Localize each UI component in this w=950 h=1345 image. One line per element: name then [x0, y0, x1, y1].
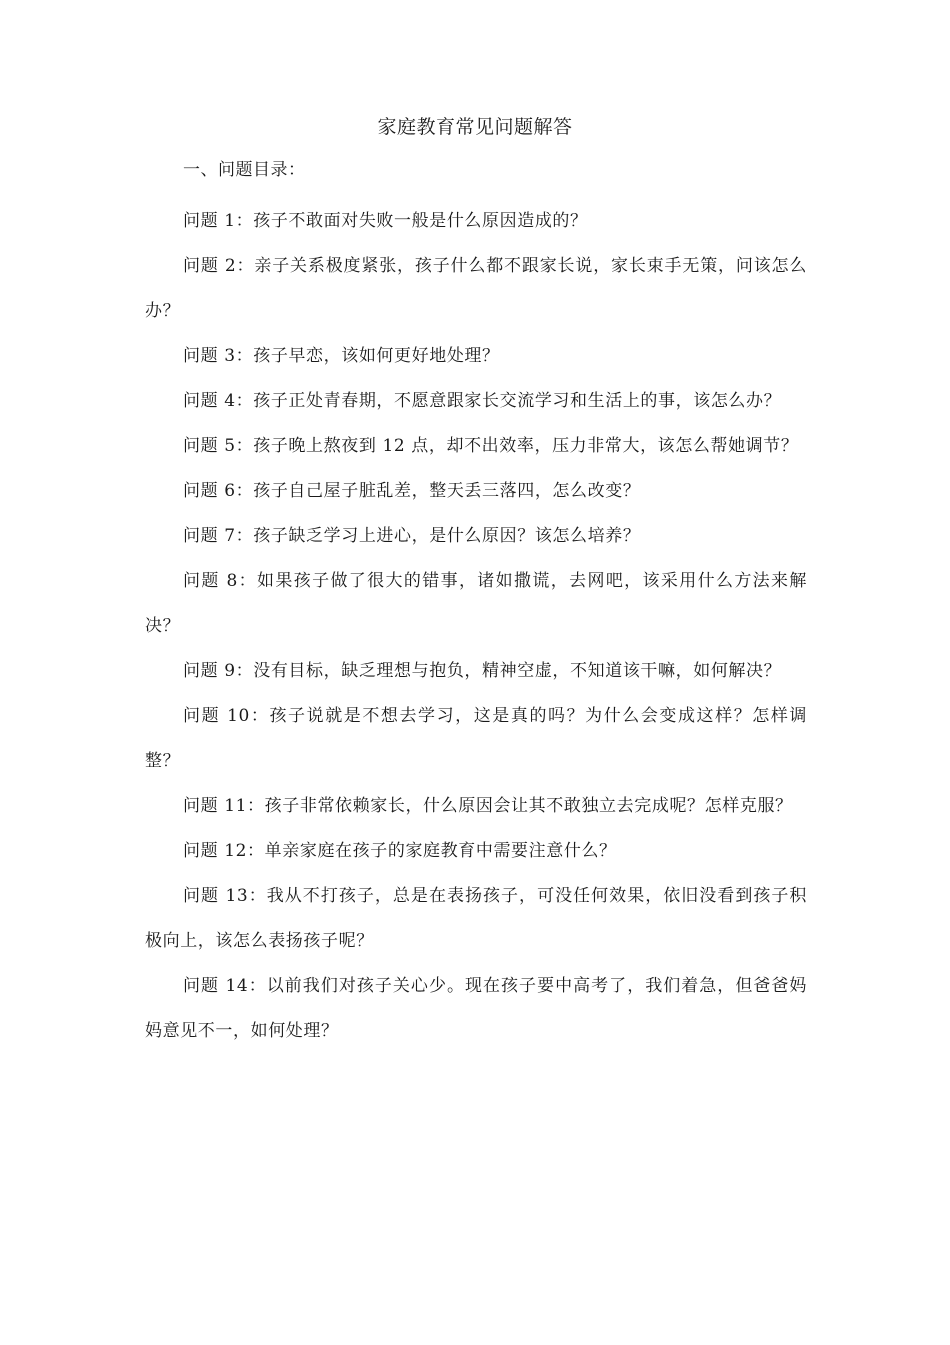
question-item [145, 244, 807, 334]
question-item [145, 379, 807, 424]
question-item [145, 874, 807, 964]
question-text: 没有目标，缺乏理想与抱负，精神空虚，不知道该干嘛，如何解决？ [253, 661, 782, 681]
question-label: 问题 7： [183, 526, 254, 546]
question-item [145, 694, 807, 784]
question-text: 孩子自己屋子脏乱差，整天丢三落四，怎么改变？ [253, 481, 641, 501]
question-label: 问题 11： [183, 796, 265, 816]
question-label: 问题 8： [183, 571, 258, 591]
question-text: 孩子晚上熬夜到 12 点，却不出效率，压力非常大，该怎么帮她调节？ [253, 436, 799, 456]
question-label: 问题 13： [183, 886, 267, 906]
question-text: 孩子缺乏学习上进心，是什么原因？该怎么培养？ [253, 526, 641, 546]
question-text: 如果孩子做了很大的错事，诸如撒谎，去网吧，该采用什么方法来解决？ [145, 571, 807, 636]
question-label: 问题 10： [183, 706, 270, 726]
question-label: 问题 4： [183, 391, 254, 411]
question-label: 问题 12： [183, 841, 265, 861]
question-item [145, 514, 807, 559]
question-item [145, 829, 807, 874]
question-label: 问题 5： [183, 436, 254, 456]
question-item [145, 424, 807, 469]
question-item [145, 649, 807, 694]
question-list [145, 199, 807, 1054]
question-text: 孩子早恋，该如何更好地处理？ [253, 346, 500, 366]
document-title: 家庭教育常见问题解答 [377, 116, 573, 138]
question-text: 以前我们对孩子关心少。现在孩子要中高考了，我们着急，但爸爸妈妈意见不一，如何处理？ [145, 976, 807, 1041]
question-label: 问题 6： [183, 481, 254, 501]
section-heading: 一、问题目录： [183, 160, 306, 180]
question-label: 问题 1： [183, 211, 254, 231]
question-text: 孩子不敢面对失败一般是什么原因造成的？ [253, 211, 588, 231]
question-item [145, 784, 807, 829]
question-item [145, 334, 807, 379]
question-label: 问题 14： [183, 976, 267, 996]
question-text: 单亲家庭在孩子的家庭教育中需要注意什么？ [264, 841, 617, 861]
question-text: 孩子非常依赖家长，什么原因会让其不敢独立去完成呢？怎样克服？ [264, 796, 793, 816]
question-item [145, 964, 807, 1054]
question-item [145, 469, 807, 514]
question-text: 孩子正处青春期，不愿意跟家长交流学习和生活上的事，该怎么办？ [253, 391, 782, 411]
question-label: 问题 3： [183, 346, 254, 366]
question-label: 问题 2： [183, 256, 255, 276]
question-text: 孩子说就是不想去学习，这是真的吗？为什么会变成这样？怎样调整？ [145, 706, 807, 771]
question-label: 问题 9： [183, 661, 254, 681]
question-text: 我从不打孩子，总是在表扬孩子，可没任何效果，依旧没看到孩子积极向上，该怎么表扬孩子呢？ [145, 886, 807, 951]
question-item [145, 559, 807, 649]
question-item [145, 199, 807, 244]
question-text: 亲子关系极度紧张，孩子什么都不跟家长说，家长束手无策，问该怎么办？ [145, 256, 807, 321]
